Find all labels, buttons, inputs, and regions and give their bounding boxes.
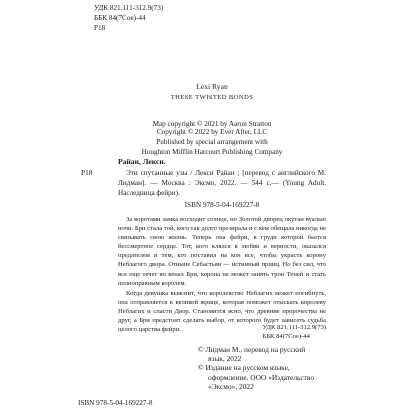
catalog-description: Эти спутанные узы / Лекси Райан ; [перевод с английского М. Лидман]. — Москва : Эксмо, 2022. — 544 с.— (Young Adult. Наследница фейри). [118, 169, 326, 197]
copyright-translation: © Лидман М., перевод на русский [198, 345, 306, 354]
copyright-edition: © Издание на русском языке, [198, 363, 290, 373]
catalog-isbn: ISBN 978-5-04-169227-8 [184, 201, 260, 209]
annotation-paragraph-1: За воротами замка восходит солнце, но Золотой дворец окутан вуалью ночи. Бри стала той, кого так долго презирала и с кем обещала никогда не связывать свою жизнь. Теперь она фейри, в груди которой бьется бессмертное сердце. Тот, кого клялся в любви и верности, оказался предателем и тем, кто поставил на кон все, чтобы украсть корону Неблагого двора. Отныне Себастьян — истинный принц. Но без сил, что все еще течет во венах Бри, корона не может занять трон Теней и стать полноправным королем. [118, 216, 326, 287]
bbk-code: ББК 84(7Сое)-44 [94, 14, 146, 22]
map-copyright: Map copyright © 2021 by Aaron Stratton [152, 120, 272, 128]
udk-block-bottom [262, 324, 326, 341]
annotation-paragraph-2: Когда девушка выяснит, что королевство Неблагих может погибнуть, она отправляется к великой жрице, которая поможет отыскать королеву Неблагих и спасти Двор. Становится ясно, что древние пророчества не друг, а Бри предстоит сделать выбор, от которого будет зависеть судьба целого царства фейри. [118, 289, 326, 334]
copyright-line-1: Copyright © 2022 by Ever After, LLC [156, 128, 268, 136]
copyright-line-3: Houghton Mifflin Harcourt Publishing Company [141, 148, 283, 156]
copyright-edition-end: «Эксмо», 2022 [208, 381, 254, 391]
copyright-edition-cont: оформление. ООО «Издательство [208, 372, 315, 382]
copyright-translation-cont: язык, 2022 [208, 354, 242, 364]
isbn-bottom: ISBN 978-5-04-169227-8 [78, 399, 153, 407]
page-content [78, 0, 330, 420]
author-mark: Р18 [94, 24, 106, 32]
bbk-code-bottom: ББК 84(7Сое)-44 [262, 332, 310, 340]
udk-code: УДК 821.111-312.9(73) [94, 4, 164, 12]
russian-copyrights [198, 345, 330, 391]
udk-block-top [94, 3, 163, 33]
copyright-line-2: Published by special arrangement with [156, 138, 268, 146]
original-author: Lexi Ryan [196, 82, 228, 91]
udk-code-bottom: УДК 821.111-312.9(73) [262, 324, 326, 331]
original-title: THESE TWISTED BONDS [170, 94, 254, 101]
catalog-author: Райан, Лекси. [118, 157, 166, 166]
catalog-code: Р18 [81, 168, 93, 177]
annotation [118, 215, 326, 334]
